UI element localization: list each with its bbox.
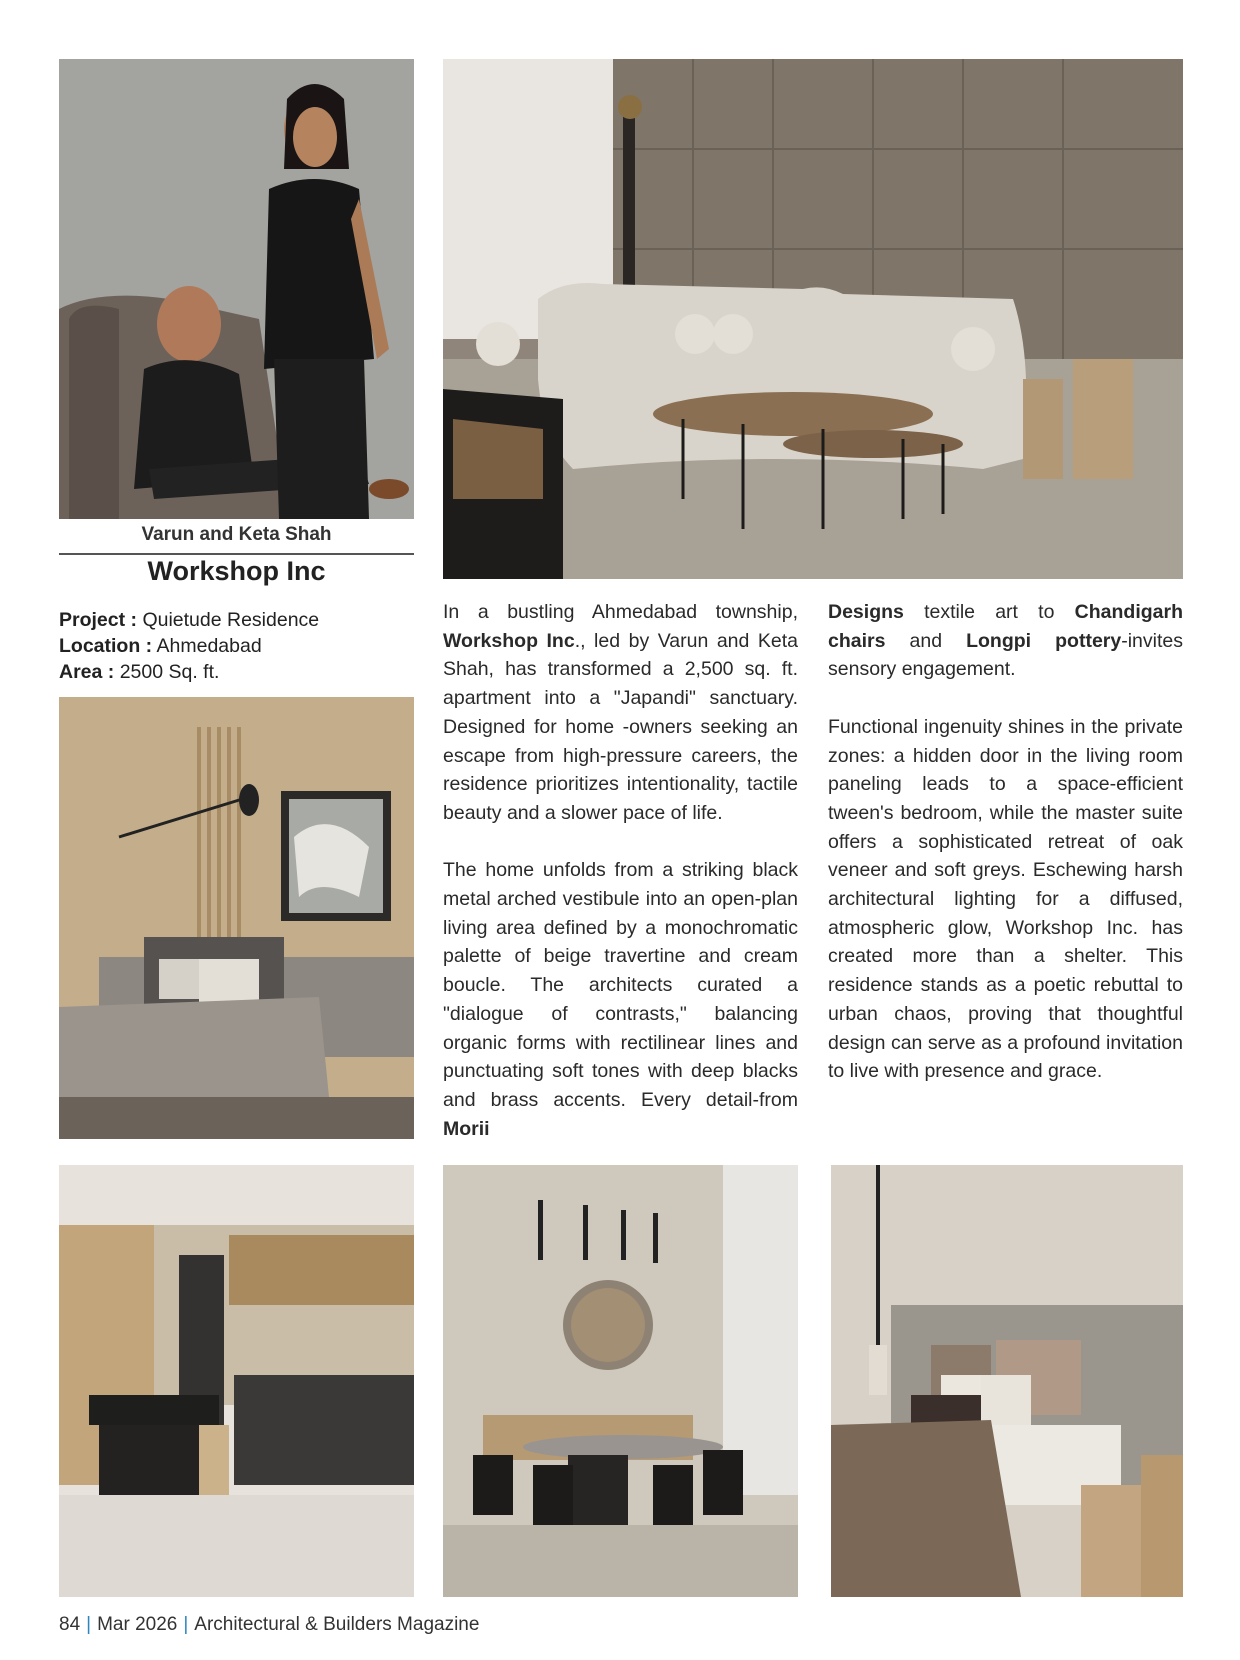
- master-bedroom-photo: [59, 697, 414, 1139]
- footer-separator: |: [183, 1614, 189, 1635]
- project-details: [59, 607, 414, 685]
- caption-divider: [59, 553, 414, 555]
- article-column-2: [828, 598, 1183, 1115]
- firm-name: Workshop Inc: [147, 556, 326, 586]
- architects-portrait-photo: [59, 59, 414, 519]
- kitchen-photo: [59, 1165, 414, 1597]
- living-room-photo: [443, 59, 1183, 579]
- article-paragraph: The home unfolds from a striking black metal arched vestibule into an open-plan living area defined by a monochromatic palette of beige travertine and cream boucle. The architects curated a "dialogue of contrasts," balancing organic forms with rectilinear lines and punctuating soft tones with deep blacks and brass accents. Every detail-from Morii: [443, 859, 798, 1140]
- issue-date: Mar 2026: [97, 1614, 178, 1635]
- article-paragraph: Functional ingenuity shines in the private zones: a hidden door in the living room paneling leads to a space-efficient tween's bedroom, while the master suite offers a sophisticated retreat of oak veneer and soft greys. Eschewing harsh architectural lighting for a diffused, atmospheric glow, Workshop Inc. has created more than a shelter. This residence stands as a poetic rebuttal to urban chaos, proving that thoughtful design can serve as a profound invitation to live with presence and grace.: [828, 715, 1183, 1083]
- architects-names: Varun and Keta Shah: [141, 524, 332, 545]
- dining-area-photo: [443, 1165, 798, 1597]
- page-number: 84: [59, 1614, 81, 1635]
- article-column-1: [443, 598, 798, 1172]
- tween-bedroom-photo: [831, 1165, 1183, 1597]
- project-detail-area: Area : 2500 Sq. ft.: [59, 661, 220, 683]
- project-detail-location: Location : Ahmedabad: [59, 635, 262, 657]
- footer-separator: |: [86, 1614, 92, 1635]
- publication-name: Architectural & Builders Magazine: [194, 1614, 480, 1635]
- article-paragraph: In a bustling Ahmedabad township, Workshop Inc., led by Varun and Keta Shah, has transformed a 2,500 sq. ft. apartment into a "Japandi" sanctuary. Designed for home -owners seeking an escape from high-pressure careers, the residence prioritizes intentionality, tactile beauty and a slower pace of life.: [443, 601, 798, 824]
- project-detail-project: Project : Quietude Residence: [59, 609, 320, 631]
- page-footer: [59, 1614, 479, 1636]
- article-paragraph: Designs textile art to Chandigarh chairs and Longpi pottery-invites sensory engagement.: [828, 601, 1184, 681]
